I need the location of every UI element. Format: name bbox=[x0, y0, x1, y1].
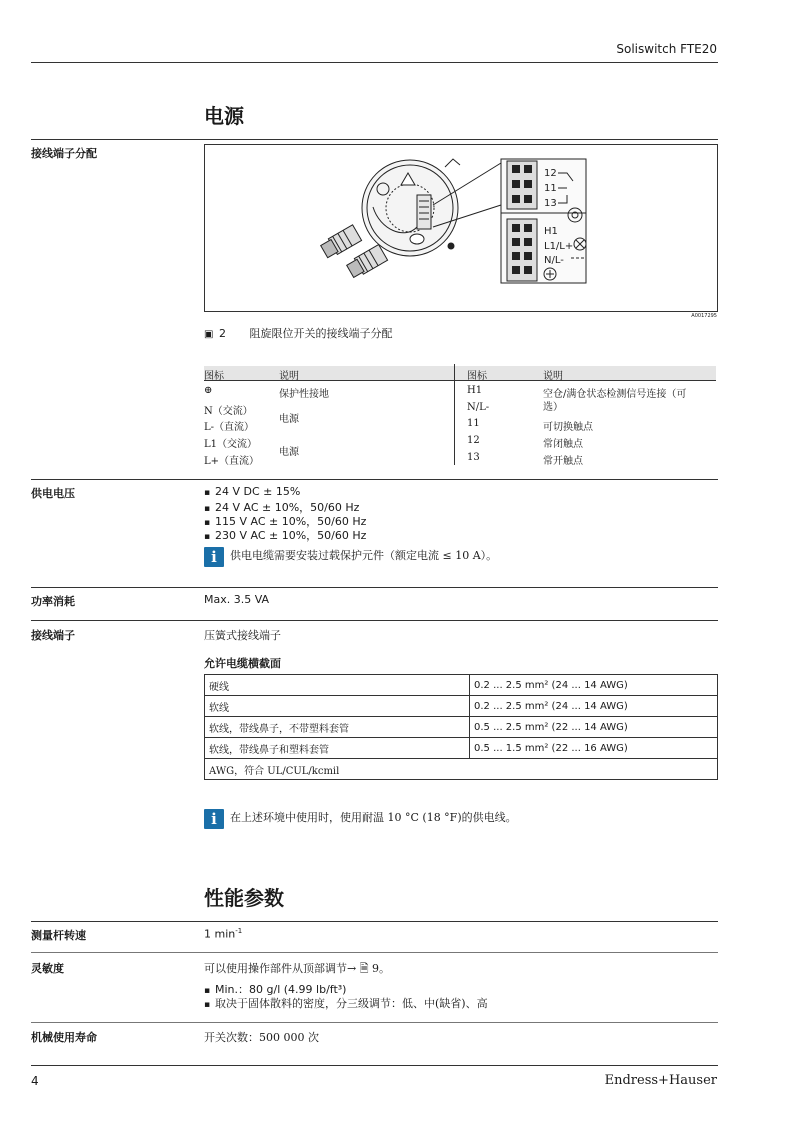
legend-header-symbol: 图标 bbox=[467, 371, 487, 382]
terminal-label-l1: L1/L+ bbox=[544, 241, 574, 252]
row-rule bbox=[31, 952, 718, 953]
cable-type: 软线 bbox=[205, 696, 470, 717]
legend-desc: 电源 bbox=[279, 447, 299, 458]
label-sensitivity: 灵敏度 bbox=[31, 962, 64, 975]
row-rule bbox=[31, 587, 718, 588]
legend-header-symbol: 图标 bbox=[204, 371, 224, 382]
cable-table bbox=[204, 674, 718, 780]
brand-logo: Endress+Hauser bbox=[604, 1073, 717, 1088]
wiring-diagram bbox=[205, 145, 717, 311]
cable-table-title: 允许电缆横截面 bbox=[204, 657, 281, 670]
wiring-figure bbox=[204, 144, 718, 312]
rotation-speed-unit-exp: -1 bbox=[235, 927, 243, 935]
terminal-label-h1: H1 bbox=[544, 226, 558, 237]
label-terminals: 接线端子 bbox=[31, 629, 75, 642]
legend-symbol: 11 bbox=[467, 418, 480, 429]
legend-desc: 常闭触点 bbox=[543, 439, 583, 450]
figure-number: 2 bbox=[218, 327, 226, 340]
legend-divider bbox=[454, 364, 455, 465]
header-rule bbox=[31, 62, 718, 63]
legend-symbol: L-（直流） bbox=[204, 422, 255, 433]
legend-table bbox=[204, 366, 716, 466]
label-mechanical-life: 机械使用寿命 bbox=[31, 1031, 97, 1044]
power-consumption-value: Max. 3.5 VA bbox=[204, 593, 270, 606]
table-row bbox=[205, 738, 718, 759]
cable-cross-section: 0.5 ... 2.5 mm² (22 ... 14 AWG) bbox=[470, 717, 718, 738]
legend-header-desc: 说明 bbox=[543, 371, 563, 382]
legend-symbol: 12 bbox=[467, 435, 480, 446]
info-icon: i bbox=[204, 547, 224, 567]
header-product: Soliswitch FTE20 bbox=[616, 42, 717, 56]
page-number: 4 bbox=[31, 1074, 39, 1088]
table-row bbox=[205, 675, 718, 696]
terminal-label-12: 12 bbox=[544, 168, 557, 179]
voltage-item: ▪ 115 V AC ± 10%，50/60 Hz bbox=[204, 513, 366, 529]
section-heading-power: 电源 bbox=[204, 104, 244, 128]
sensitivity-item: ▪ Min.：80 g/l (4.99 lb/ft³) bbox=[204, 981, 346, 997]
legend-desc: 选） bbox=[543, 402, 563, 413]
section-heading-performance: 性能参数 bbox=[204, 886, 284, 910]
legend-desc: 保护性接地 bbox=[279, 389, 329, 400]
table-row bbox=[205, 759, 718, 780]
terminal-label-13: 13 bbox=[544, 198, 557, 209]
legend-symbol: 13 bbox=[467, 452, 480, 463]
legend-desc: 可切换触点 bbox=[543, 422, 593, 433]
legend-symbol: L1（交流） bbox=[204, 439, 258, 450]
voltage-item: ▪ 24 V AC ± 10%，50/60 Hz bbox=[204, 499, 359, 515]
legend-symbol: N（交流） bbox=[204, 406, 253, 417]
label-supply-voltage: 供电电压 bbox=[31, 487, 75, 500]
footer-rule bbox=[31, 1065, 718, 1066]
label-power-consumption: 功率消耗 bbox=[31, 595, 75, 608]
voltage-item: ▪ 230 V AC ± 10%，50/60 Hz bbox=[204, 527, 366, 543]
label-rotation-speed: 测量杆转速 bbox=[31, 929, 86, 942]
cable-cross-section: 0.2 ... 2.5 mm² (24 ... 14 AWG) bbox=[470, 675, 718, 696]
rotation-speed-number: 1 min bbox=[204, 927, 236, 941]
cable-type: 硬线 bbox=[205, 675, 470, 696]
table-row bbox=[205, 696, 718, 717]
figure-code: A0017295 bbox=[691, 313, 717, 319]
label-terminal-assignment: 接线端子分配 bbox=[31, 147, 97, 160]
cable-type: 软线，带线鼻子，不带塑料套管 bbox=[205, 717, 470, 738]
figure-icon: ▣ bbox=[204, 329, 214, 340]
terminals-value: 压簧式接线端子 bbox=[204, 629, 281, 642]
cable-cross-section: 0.5 ... 1.5 mm² (22 ... 16 AWG) bbox=[470, 738, 718, 759]
table-row bbox=[205, 717, 718, 738]
legend-desc: 空仓/满仓状态检测信号连接（可 bbox=[543, 389, 687, 400]
mechanical-life-value: 开关次数：500 000 次 bbox=[204, 1031, 319, 1044]
legend-symbol: L+（直流） bbox=[204, 456, 260, 467]
legend-desc: 常开触点 bbox=[543, 456, 583, 467]
row-rule bbox=[31, 620, 718, 621]
legend-symbol: N/L- bbox=[467, 402, 490, 413]
legend-symbol: H1 bbox=[467, 385, 483, 396]
row-rule bbox=[31, 479, 718, 480]
legend-header-desc: 说明 bbox=[279, 371, 299, 382]
sensitivity-intro: 可以使用操作部件从顶部调节→ 🗎 9。 bbox=[204, 962, 391, 975]
figure-caption bbox=[204, 325, 392, 341]
legend-desc: 电源 bbox=[279, 414, 299, 425]
temperature-note: 在上述环境中使用时，使用耐温 10 °C (18 °F)的供电线。 bbox=[230, 811, 517, 824]
cable-cross-section: 0.2 ... 2.5 mm² (24 ... 14 AWG) bbox=[470, 696, 718, 717]
terminal-label-nl: N/L- bbox=[544, 255, 564, 266]
rotation-speed-value bbox=[204, 927, 242, 941]
row-rule bbox=[31, 1022, 718, 1023]
sensitivity-item: ▪ 取决于固体散料的密度，分三级调节：低、中(缺省)、高 bbox=[204, 995, 488, 1011]
overload-note: 供电电缆需要安装过载保护元件（额定电流 ≤ 10 A）。 bbox=[230, 549, 498, 562]
section-rule bbox=[31, 139, 718, 140]
cable-type: 软线，带线鼻子和塑料套管 bbox=[205, 738, 470, 759]
info-icon: i bbox=[204, 809, 224, 829]
figure-caption-text: 阻旋限位开关的接线端子分配 bbox=[249, 327, 393, 340]
voltage-item: ▪ 24 V DC ± 15% bbox=[204, 485, 300, 498]
section-rule bbox=[31, 921, 718, 922]
legend-header-rule bbox=[204, 380, 716, 381]
legend-symbol: ⊕ bbox=[204, 385, 213, 396]
terminal-label-11: 11 bbox=[544, 183, 557, 194]
cable-table-footer: AWG，符合 UL/CUL/kcmil bbox=[205, 759, 718, 780]
